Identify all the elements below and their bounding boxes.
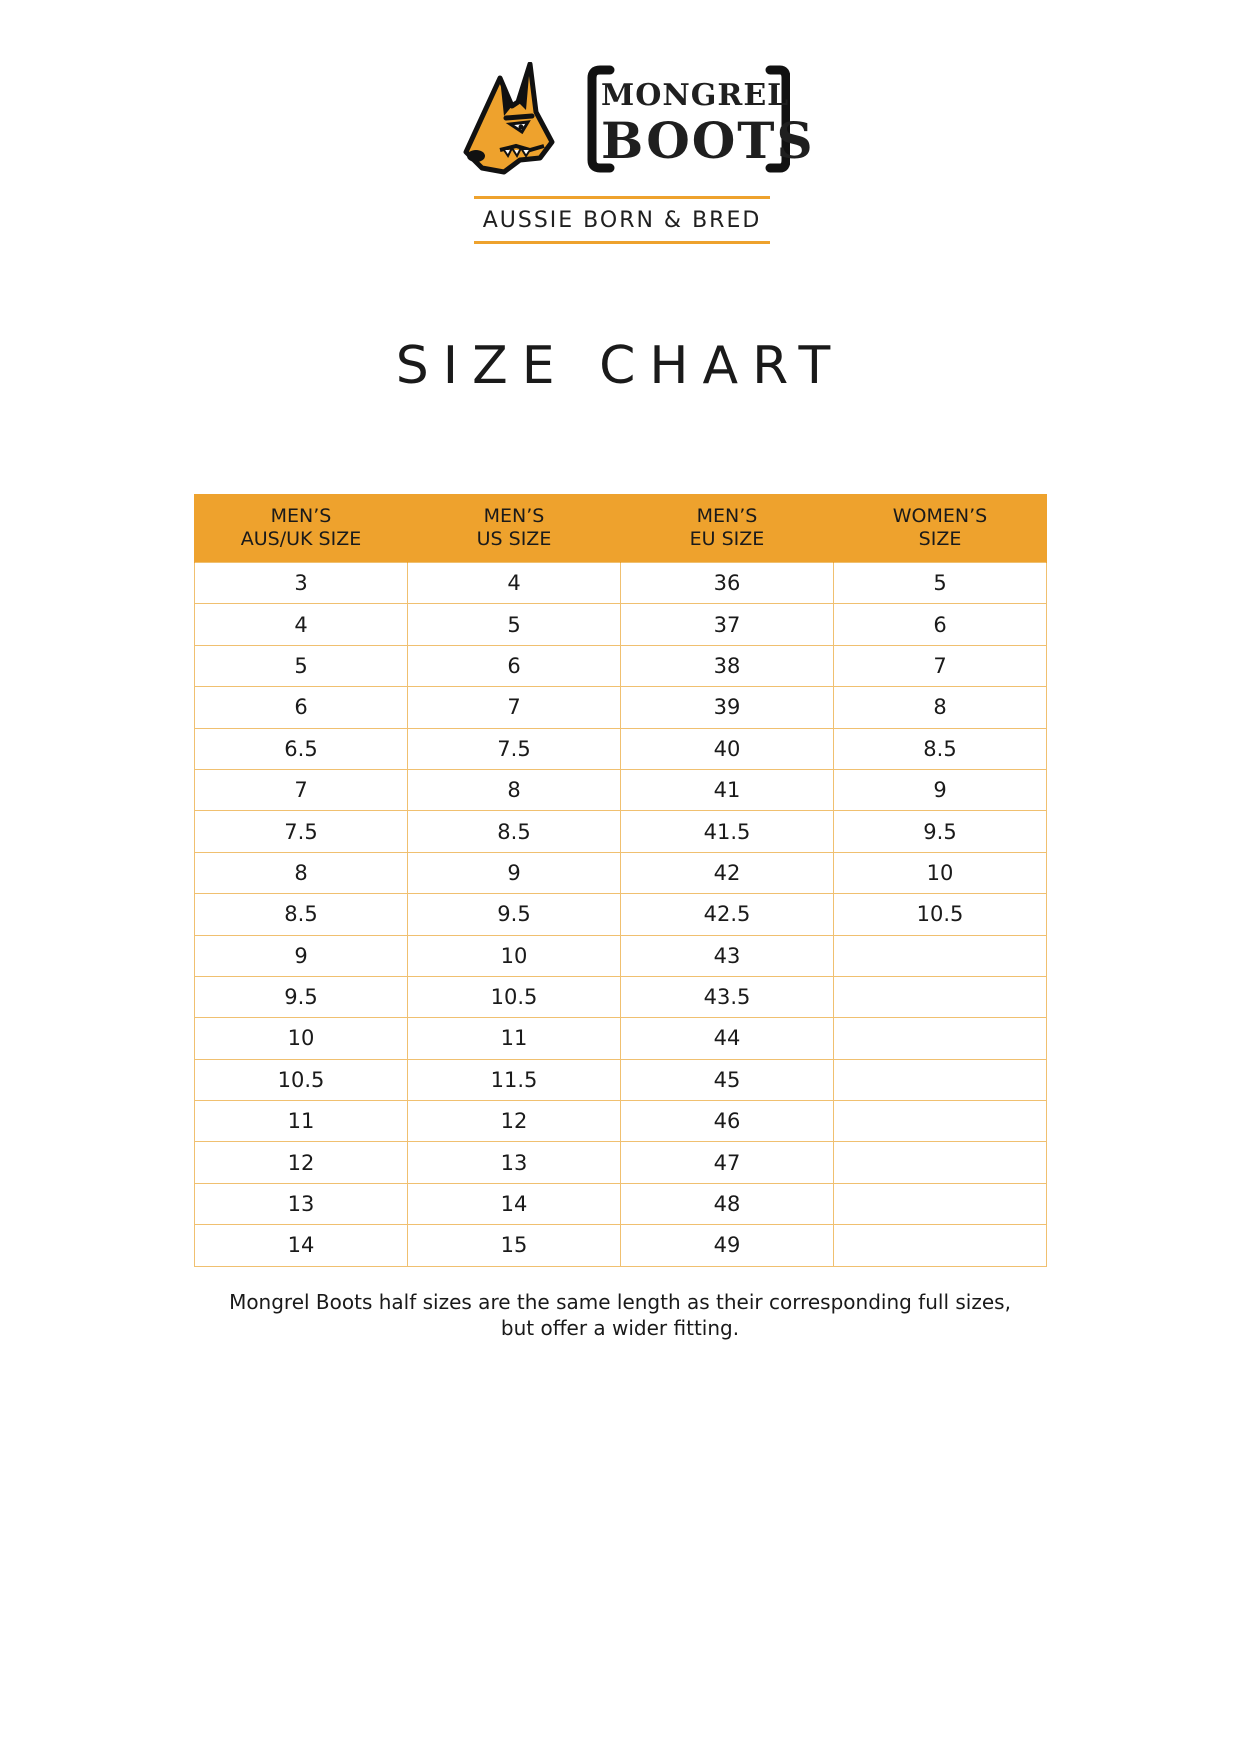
table-cell: 4	[408, 563, 621, 604]
brand-name-line2: BOOTS	[601, 111, 815, 170]
table-cell: 47	[621, 1142, 834, 1183]
table-cell	[834, 976, 1047, 1017]
header-line: MEN’S	[270, 505, 332, 527]
table-cell: 5	[834, 563, 1047, 604]
table-cell: 12	[195, 1142, 408, 1183]
table-cell: 12	[408, 1101, 621, 1142]
table-cell: 4	[195, 604, 408, 645]
header-mens-us	[408, 494, 621, 563]
header-line: MEN’S	[483, 505, 545, 527]
table-cell: 36	[621, 563, 834, 604]
table-cell: 10.5	[408, 976, 621, 1017]
header-line: SIZE	[918, 528, 962, 550]
table-cell: 8.5	[408, 811, 621, 852]
table-row	[195, 811, 1047, 852]
table-cell: 46	[621, 1101, 834, 1142]
table-cell: 7	[408, 687, 621, 728]
table-cell: 41.5	[621, 811, 834, 852]
table-cell	[834, 1059, 1047, 1100]
page-title: SIZE CHART	[395, 336, 845, 396]
table-cell: 45	[621, 1059, 834, 1100]
table-cell: 13	[195, 1183, 408, 1224]
table-cell: 7	[195, 769, 408, 810]
table-cell: 7.5	[195, 811, 408, 852]
header-mens-eu	[621, 494, 834, 563]
header-line: AUS/UK SIZE	[240, 528, 362, 550]
header-line: MEN’S	[696, 505, 758, 527]
table-cell: 15	[408, 1225, 621, 1266]
header-line: US SIZE	[476, 528, 552, 550]
table-row	[195, 1183, 1047, 1224]
table-cell: 6.5	[195, 728, 408, 769]
table-cell: 49	[621, 1225, 834, 1266]
header-womens	[834, 494, 1047, 563]
table-cell: 42.5	[621, 894, 834, 935]
table-cell: 9	[834, 769, 1047, 810]
table-cell: 6	[834, 604, 1047, 645]
table-row	[195, 1018, 1047, 1059]
table-cell: 11.5	[408, 1059, 621, 1100]
header-line: EU SIZE	[689, 528, 765, 550]
table-cell: 43	[621, 935, 834, 976]
table-cell	[834, 1101, 1047, 1142]
table-cell: 10	[408, 935, 621, 976]
table-row	[195, 687, 1047, 728]
table-cell: 10	[195, 1018, 408, 1059]
table-cell: 14	[408, 1183, 621, 1224]
table-cell: 9	[195, 935, 408, 976]
tagline-box	[474, 196, 770, 244]
table-cell: 8.5	[195, 894, 408, 935]
table-cell: 9.5	[834, 811, 1047, 852]
table-row	[195, 1101, 1047, 1142]
table-body	[195, 563, 1047, 1267]
table-row	[195, 894, 1047, 935]
table-cell: 6	[195, 687, 408, 728]
table-cell: 10.5	[834, 894, 1047, 935]
size-chart-table	[194, 494, 1047, 1267]
table-cell	[834, 1018, 1047, 1059]
table-cell: 9.5	[408, 894, 621, 935]
table-cell: 7	[834, 645, 1047, 686]
table-cell	[834, 1183, 1047, 1224]
table-row	[195, 645, 1047, 686]
table-cell: 10.5	[195, 1059, 408, 1100]
table-cell: 11	[408, 1018, 621, 1059]
fit-note-line: Mongrel Boots half sizes are the same length as their corresponding full sizes,	[229, 1290, 1011, 1314]
fit-note-line: but offer a wider fitting.	[500, 1316, 740, 1340]
header-mens-aus-uk	[195, 494, 408, 563]
table-cell: 39	[621, 687, 834, 728]
table-cell: 11	[195, 1101, 408, 1142]
table-cell: 13	[408, 1142, 621, 1183]
table-row	[195, 935, 1047, 976]
table-cell: 10	[834, 852, 1047, 893]
table-cell: 3	[195, 563, 408, 604]
table-row	[195, 728, 1047, 769]
table-cell: 9.5	[195, 976, 408, 1017]
table-cell: 48	[621, 1183, 834, 1224]
table-cell: 37	[621, 604, 834, 645]
table-cell: 41	[621, 769, 834, 810]
table-row	[195, 976, 1047, 1017]
table-row	[195, 1225, 1047, 1266]
header-line: WOMEN’S	[892, 505, 988, 527]
table-cell: 6	[408, 645, 621, 686]
table-row	[195, 563, 1047, 604]
table-cell: 44	[621, 1018, 834, 1059]
fit-note	[0, 1289, 1240, 1341]
table-cell	[834, 1142, 1047, 1183]
table-row	[195, 1059, 1047, 1100]
table-cell: 8	[408, 769, 621, 810]
table-cell: 40	[621, 728, 834, 769]
table-cell: 42	[621, 852, 834, 893]
table-cell: 14	[195, 1225, 408, 1266]
table-cell: 43.5	[621, 976, 834, 1017]
table-header-row	[195, 494, 1047, 563]
table-cell: 9	[408, 852, 621, 893]
table-cell: 5	[408, 604, 621, 645]
table-cell	[834, 935, 1047, 976]
table-row	[195, 769, 1047, 810]
table-cell: 8.5	[834, 728, 1047, 769]
table-cell: 8	[834, 687, 1047, 728]
table-cell: 5	[195, 645, 408, 686]
brand-name-line1: MONGREL	[601, 78, 790, 113]
table-row	[195, 852, 1047, 893]
table-row	[195, 604, 1047, 645]
table-cell	[834, 1225, 1047, 1266]
table-cell: 7.5	[408, 728, 621, 769]
table-row	[195, 1142, 1047, 1183]
brand-tagline: AUSSIE BORN & BRED	[482, 207, 762, 233]
table-cell: 38	[621, 645, 834, 686]
table-cell: 8	[195, 852, 408, 893]
